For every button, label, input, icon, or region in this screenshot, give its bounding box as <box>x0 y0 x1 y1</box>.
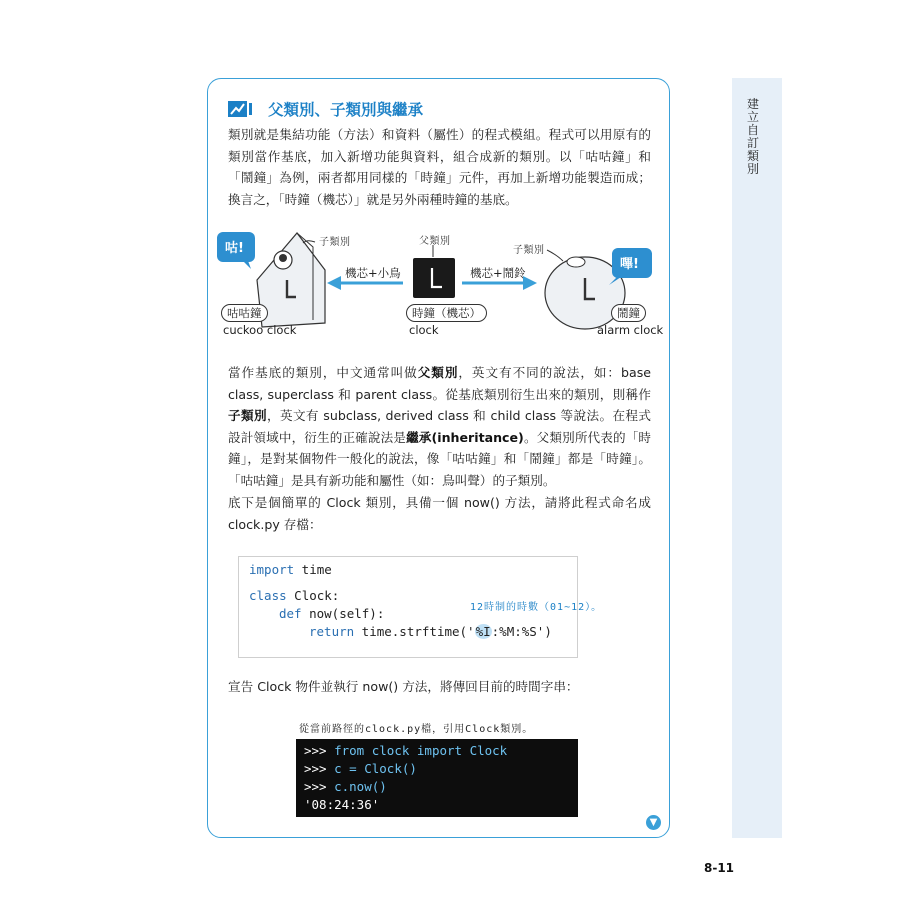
code-line-2: class Clock: <box>249 588 340 603</box>
code-line-3: def now(self): <box>279 606 385 621</box>
alarm-label-en: alarm clock <box>597 323 664 337</box>
python-terminal <box>296 739 578 817</box>
child-class-note-right: 子類別 <box>513 245 545 256</box>
page-number: 8-11 <box>704 861 735 875</box>
terminal-line-2: >>> c = Clock() <box>304 761 417 776</box>
cuckoo-label-en: cuckoo clock <box>223 323 297 337</box>
terminal-line-3: >>> c.now() <box>304 779 387 794</box>
code-intro-paragraph: 底下是個簡單的 Clock 類別，具備一個 now() 方法，請將此程式命名成 clock.py 存檔： <box>228 495 651 532</box>
term-child-class: 子類別 <box>228 408 267 423</box>
p2-text-1: 當作基底的類別，中文通常叫做 <box>228 365 418 380</box>
p2-text-3: ，英文有 subclass, derived class 和 child class 等說法。在程式設計領域中，衍生的正確說法是 <box>228 408 652 445</box>
alarm-bubble-text: 嗶! <box>620 257 639 272</box>
parent-class-note: 父類別 <box>419 236 451 247</box>
intro-paragraph: 類別就是集結功能（方法）和資料（屬性）的程式模組。程式可以用原有的類別當作基底，加入新增功能與資料，組合成新的類別。以「咕咕鐘」和「鬧鐘」為例，兩者都用同樣的「時鐘」元件，再加上新增功能製造而成；換言之，「時鐘（機芯）」就是另外兩種時鐘的基底。 <box>228 127 651 207</box>
parent-clock-icon <box>413 258 455 298</box>
alarm-label-cn: 鬧鐘 <box>611 304 646 322</box>
child-class-note-left: 子類別 <box>319 237 351 248</box>
terminal-line-1: >>> from clock import Clock <box>304 743 508 758</box>
clock-label-en: clock <box>409 323 439 337</box>
section-title: 父類別、子類別與繼承 <box>268 101 424 119</box>
chapter-side-title: 建立自訂類別 <box>746 97 759 176</box>
code-line-1: import time <box>249 562 332 577</box>
term-inheritance: 繼承(inheritance) <box>406 429 524 445</box>
inheritance-paragraph <box>228 362 651 491</box>
chapter-side-tab <box>732 78 782 838</box>
term-parent-class: 父類別 <box>417 365 459 380</box>
section-heading <box>228 98 423 120</box>
terminal-annotation: 從當前路徑的clock.py檔，引用Clock類別。 <box>299 724 534 735</box>
continue-arrow-icon: ▼ <box>646 815 661 830</box>
cuckoo-bubble-text: 咕! <box>225 241 244 256</box>
p2-text-4: 。父類別所代表的「時鐘」，是對某個物件一般化的說法，像「咕咕鐘」和「鬧鐘」都是「時鐘」。「咕咕鐘」是具有新功能和屬性（如：鳥叫聲）的子類別。 <box>228 429 652 488</box>
arrow-left-label: 機芯+小鳥 <box>345 266 401 280</box>
code-line-4: return time.strftime('%I:%M:%S') <box>309 624 552 639</box>
class-illustration <box>207 225 668 345</box>
cuckoo-label-cn: 咕咕鐘 <box>221 304 268 322</box>
pencil-icon <box>228 100 254 118</box>
p2-text-2: ，英文有不同的說法，如：base class, superclass 和 parent class。從基底類別衍生出來的類別，則稱作 <box>228 365 652 402</box>
terminal-output: '08:24:36' <box>304 797 380 812</box>
clock-label-cn: 時鐘（機芯） <box>406 304 487 322</box>
code-annotation: 12時制的時數（01~12）。 <box>470 602 603 613</box>
run-intro-paragraph: 宣告 Clock 物件並執行 now() 方法，將傳回目前的時間字串： <box>228 679 579 694</box>
arrow-right-label: 機芯+鬧鈴 <box>470 266 526 280</box>
